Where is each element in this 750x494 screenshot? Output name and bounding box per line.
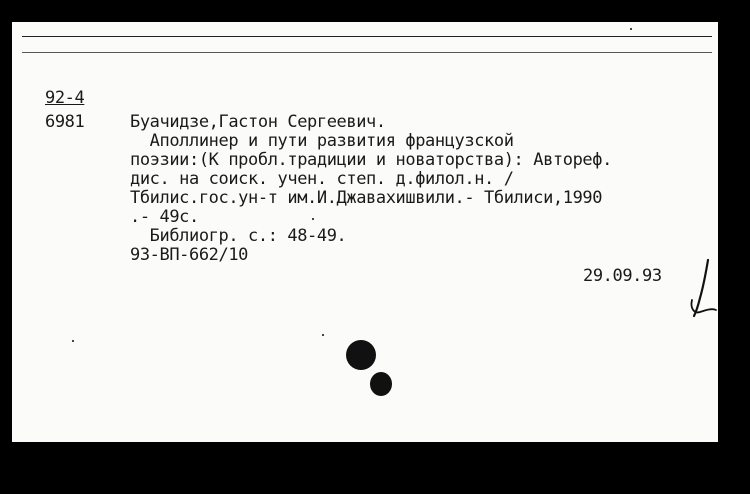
pages-line: .- 49с.	[130, 207, 199, 227]
title-line-2: поэзии:(К пробл.традиции и новаторства): Автореф.	[130, 150, 612, 170]
scan-speck	[630, 28, 632, 30]
date-stamp: 29.09.93	[583, 266, 662, 286]
punch-hole-lower	[370, 372, 392, 396]
punch-hole-upper	[346, 340, 376, 370]
handwritten-signature	[686, 258, 726, 318]
scan-speck	[72, 340, 74, 342]
scan-speck	[312, 218, 314, 220]
scan-speck	[322, 334, 324, 336]
bibliography-line: Библиогр. с.: 48-49.	[130, 226, 347, 246]
top-rule	[22, 36, 712, 37]
publisher-line: Тбилис.гос.ун-т им.И.Джавахишвили.- Тбилиси,1990	[130, 188, 603, 208]
call-number: 92-4	[45, 88, 85, 108]
title-line-3: дис. на соиск. учен. степ. д.филол.н. /	[130, 169, 514, 189]
inventory-number: 93-ВП-662/10	[130, 245, 249, 265]
title-line-1: Аполлинер и пути развития французской	[130, 131, 514, 151]
accession-number: 6981	[45, 112, 85, 132]
catalog-card	[12, 22, 718, 442]
author-line: Буачидзе,Гастон Сергеевич.	[130, 112, 386, 132]
second-rule	[22, 52, 712, 53]
